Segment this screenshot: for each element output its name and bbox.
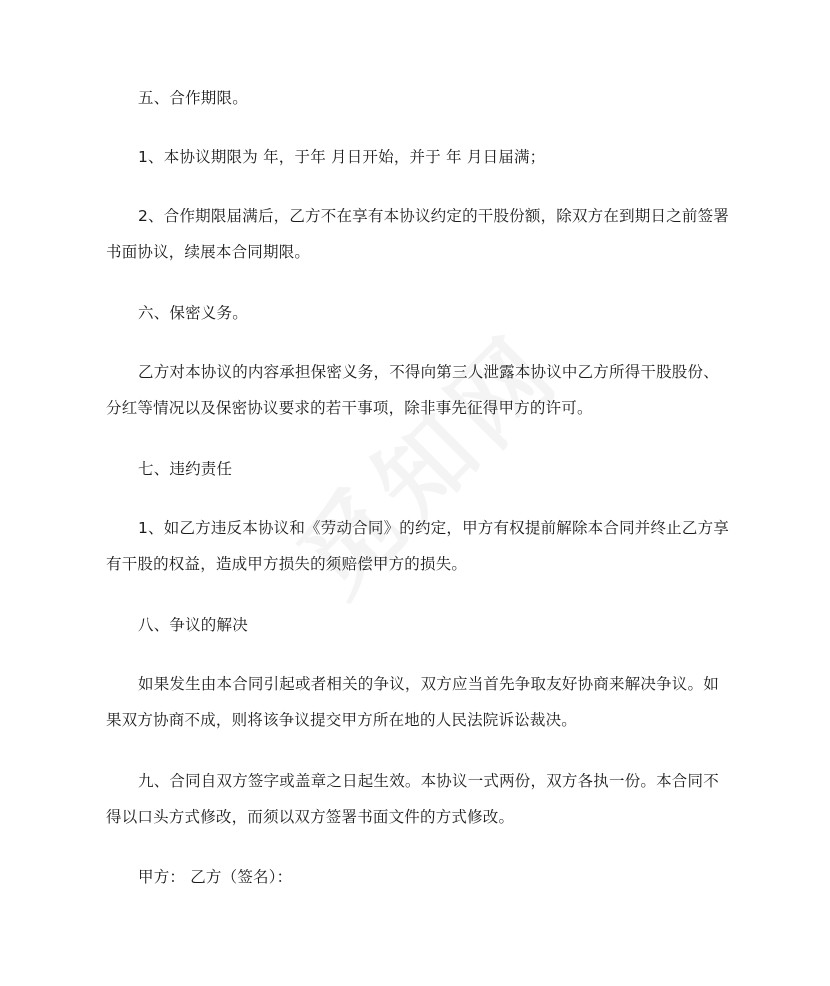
section-5-heading: 五、合作期限。 bbox=[138, 89, 248, 107]
section-6-heading: 六、保密义务。 bbox=[138, 304, 248, 322]
section-5-item-2-line-1: 2、合作期限届满后，乙方不在享有本协议约定的干股份额，除双方在到期日之前签署 bbox=[138, 207, 729, 225]
section-7-item-1-line-1: 1、如乙方违反本协议和《劳动合同》的约定，甲方有权提前解除本合同并终止乙方享 bbox=[138, 519, 729, 537]
section-9-line-2: 得以口头方式修改，而须以双方签署书面文件的方式修改。 bbox=[106, 808, 515, 826]
section-8-heading: 八、争议的解决 bbox=[138, 616, 248, 634]
signature-line: 甲方： 乙方（签名）： bbox=[138, 868, 293, 886]
section-8-body-line-1: 如果发生由本合同引起或者相关的争议，双方应当首先争取友好协商来解决争议。如 bbox=[138, 675, 719, 693]
section-6-body-line-1: 乙方对本协议的内容承担保密义务，不得向第三人泄露本协议中乙方所得干股股份、 bbox=[138, 363, 719, 381]
section-5-item-1: 1、本协议期限为 年，于年 月日开始，并于 年 月日届满； bbox=[138, 148, 546, 166]
section-7-heading: 七、违约责任 bbox=[138, 460, 233, 478]
section-8-body-line-2: 果双方协商不成，则将该争议提交甲方所在地的人民法院诉讼裁决。 bbox=[106, 711, 578, 729]
section-5-item-2-line-2: 书面协议，续展本合同期限。 bbox=[106, 243, 311, 261]
section-6-body-line-2: 分红等情况以及保密协议要求的若干事项，除非事先征得甲方的许可。 bbox=[106, 399, 593, 417]
section-9-line-1: 九、合同自双方签字或盖章之日起生效。本协议一式两份，双方各执一份。本合同不 bbox=[138, 772, 719, 790]
section-7-item-1-line-2: 有干股的权益，造成甲方损失的须赔偿甲方的损失。 bbox=[106, 555, 468, 573]
